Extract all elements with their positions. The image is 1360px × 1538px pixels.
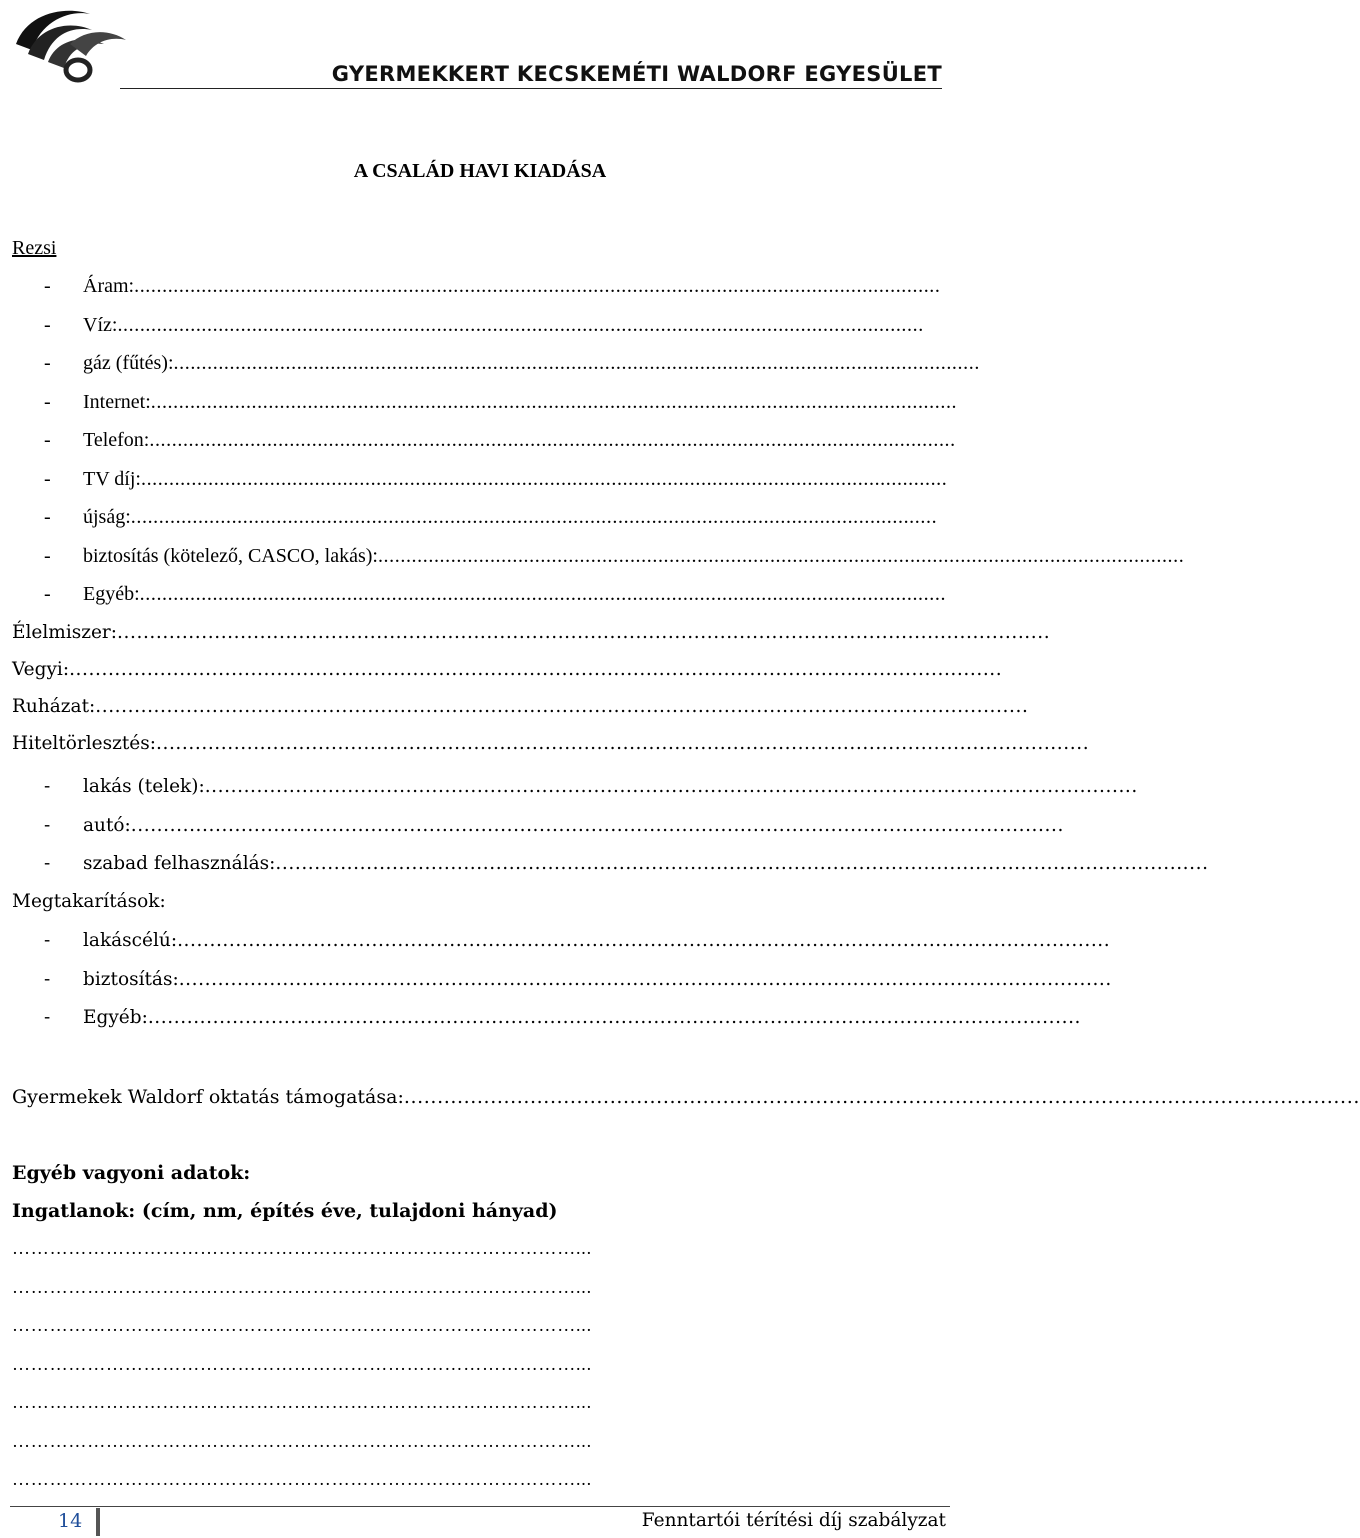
organization-name: GYERMEKKERT KECSKEMÉTI WALDORF EGYESÜLET bbox=[331, 62, 942, 86]
rezsi-item bbox=[44, 467, 948, 494]
list-dash: - bbox=[44, 429, 51, 451]
dot-leader: ................................................................................................................................................ bbox=[117, 622, 1051, 643]
document-title: A CSALÁD HAVI KIADÁSA bbox=[353, 160, 607, 182]
line-label: Vegyi: bbox=[12, 659, 70, 680]
dot-leader: ................................................................................................................................................ bbox=[140, 467, 948, 490]
line-label: biztosítás: bbox=[83, 968, 179, 990]
line-label: szabad felhasználás: bbox=[83, 853, 276, 874]
line-label: gáz (fűtés): bbox=[83, 352, 174, 374]
blank-fill-line: ………………………………………………………………………………... bbox=[12, 1315, 592, 1335]
line-label: Egyéb: bbox=[83, 583, 140, 605]
blank-fill-line: ………………………………………………………………………………... bbox=[12, 1276, 592, 1297]
dot-leader: ................................................................................................................................................ bbox=[149, 429, 956, 451]
list-dash: - bbox=[44, 776, 51, 797]
list-dash: - bbox=[44, 313, 51, 336]
dot-leader: ................................................................................................................................................ bbox=[377, 544, 1185, 567]
savings-item bbox=[44, 1007, 1082, 1033]
footer-rule bbox=[10, 1506, 950, 1507]
dot-leader: ................................................................................................................................................ bbox=[134, 275, 941, 297]
dot-leader: ................................................................................................................................................ bbox=[204, 776, 1138, 797]
line-label: autó: bbox=[83, 814, 131, 836]
line-label: Egyéb: bbox=[83, 1007, 148, 1028]
list-dash: - bbox=[44, 275, 51, 297]
list-dash: - bbox=[44, 968, 51, 990]
blank-fill-line: ………………………………………………………………………………... bbox=[12, 1392, 592, 1412]
dot-leader: ................................................................................................................................................ bbox=[178, 968, 1112, 990]
swirl-logo-icon bbox=[8, 4, 132, 88]
rezsi-item bbox=[44, 352, 980, 378]
loan-item bbox=[44, 853, 1209, 879]
line-label: lakáscélú: bbox=[83, 930, 178, 951]
list-dash: - bbox=[44, 352, 51, 374]
dot-leader: ................................................................................................................................................ bbox=[275, 853, 1209, 874]
dot-leader: ................................................................................................................................................ bbox=[177, 930, 1111, 951]
loan-item bbox=[44, 776, 1138, 802]
dot-leader: ................................................................................................................................................ bbox=[139, 583, 947, 605]
footer-title: Fenntartói térítési díj szabályzat bbox=[641, 1510, 946, 1531]
dot-leader: ................................................................................................................................................ bbox=[155, 733, 1090, 754]
rezsi-item bbox=[44, 583, 947, 609]
blank-fill-line: ………………………………………………………………………………... bbox=[12, 1238, 592, 1258]
header-rule bbox=[120, 88, 942, 89]
loan-item bbox=[44, 814, 1064, 841]
dot-leader: ................................................................................................................................................ bbox=[130, 814, 1064, 836]
dot-leader: ................................................................................................................................................ bbox=[150, 390, 958, 413]
dot-leader: ................................................................................................................................................ bbox=[147, 1007, 1082, 1028]
line-label: Telefon: bbox=[83, 429, 150, 451]
list-dash: - bbox=[44, 853, 51, 874]
list-dash: - bbox=[44, 814, 51, 836]
dot-leader: ................................................................................................................................................ bbox=[130, 506, 938, 528]
line-label: Víz: bbox=[83, 313, 118, 336]
footer-divider bbox=[96, 1508, 100, 1536]
dot-leader: ................................................................................................................................................ bbox=[117, 313, 924, 336]
line-label: Ruházat: bbox=[12, 696, 96, 717]
blank-fill-line: ………………………………………………………………………………... bbox=[12, 1469, 592, 1489]
dot-leader: ................................................................................................................................................ bbox=[403, 1086, 1360, 1108]
line-label: TV díj: bbox=[83, 467, 141, 490]
rezsi-item bbox=[44, 275, 941, 301]
list-dash: - bbox=[44, 1007, 51, 1028]
list-dash: - bbox=[44, 390, 51, 413]
blank-fill-line: ………………………………………………………………………………... bbox=[12, 1353, 592, 1374]
line-label: lakás (telek): bbox=[83, 776, 205, 797]
savings-item bbox=[44, 968, 1112, 995]
expense-line bbox=[12, 622, 1051, 648]
rezsi-item bbox=[44, 313, 924, 340]
line-label: Megtakarítások: bbox=[12, 891, 166, 912]
rezsi-item bbox=[44, 544, 1185, 571]
savings-item bbox=[44, 930, 1111, 956]
list-dash: - bbox=[44, 930, 51, 951]
dot-leader: ................................................................................................................................................ bbox=[173, 352, 980, 374]
expense-line bbox=[12, 659, 1003, 685]
section-heading-vagyon: Egyéb vagyoni adatok: bbox=[12, 1162, 251, 1184]
waldorf-support-line: Gyermekek Waldorf oktatás támogatása:................................................................................................................................................ bbox=[12, 1086, 1360, 1108]
rezsi-item bbox=[44, 390, 958, 417]
list-dash: - bbox=[44, 506, 51, 528]
line-label: Hiteltörlesztés: bbox=[12, 733, 156, 754]
list-dash: - bbox=[44, 467, 51, 490]
line-label: biztosítás (kötelező, CASCO, lakás): bbox=[83, 544, 378, 567]
dot-leader: ................................................................................................................................................ bbox=[95, 696, 1029, 717]
rezsi-item bbox=[44, 429, 956, 455]
line-label: Élelmiszer: bbox=[12, 622, 118, 643]
line-label: újság: bbox=[83, 506, 131, 528]
expense-line bbox=[12, 696, 1029, 722]
real-estate-label: Ingatlanok: (cím, nm, építés éve, tulajdoni hányad) bbox=[12, 1200, 558, 1222]
expense-line bbox=[12, 733, 1090, 759]
rezsi-item bbox=[44, 506, 938, 532]
line-label: Áram: bbox=[83, 275, 135, 297]
line-label: Internet: bbox=[83, 390, 151, 413]
section-heading-rezsi: Rezsi bbox=[12, 237, 57, 259]
dot-leader: ................................................................................................................................................ bbox=[69, 659, 1003, 680]
page-number: 14 bbox=[58, 1510, 83, 1532]
section-heading-savings bbox=[12, 891, 688, 917]
list-dash: - bbox=[44, 583, 51, 605]
list-dash: - bbox=[44, 544, 51, 567]
blank-fill-line: ………………………………………………………………………………... bbox=[12, 1430, 592, 1451]
